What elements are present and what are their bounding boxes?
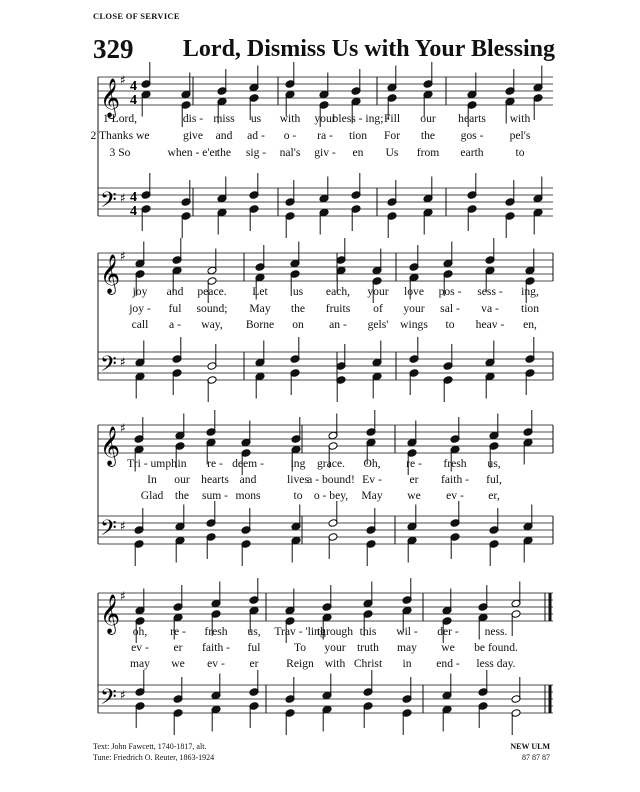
tune-info <box>510 741 550 763</box>
lyric-syllable: and <box>239 473 257 486</box>
lyric-syllable: give <box>183 129 203 142</box>
lyric-syllable: grace. <box>317 457 345 470</box>
lyric-syllable: nal's <box>279 146 301 159</box>
key-signature-sharp: ♯ <box>120 421 126 435</box>
tune-name: NEW ULM <box>510 742 550 751</box>
lyric-syllable: be found. <box>474 641 518 654</box>
key-signature-sharp: ♯ <box>120 688 126 702</box>
lyric-syllable: ful <box>168 302 182 315</box>
treble-clef: 𝄞 <box>100 426 121 466</box>
time-signature-top: 4 <box>130 79 137 94</box>
lyric-syllable: call <box>131 318 149 331</box>
tune-credit: Tune: Friedrich O. Reuter, 1863-1924 <box>93 753 215 762</box>
lyric-syllable: Us <box>385 146 399 159</box>
lyric-syllable: faith - <box>201 641 231 654</box>
lyric-syllable: less day. <box>476 657 516 670</box>
lyric-syllable: end - <box>436 657 460 670</box>
lyric-syllable: o - <box>283 129 297 142</box>
lyric-syllable: To <box>293 641 307 654</box>
key-signature-sharp: ♯ <box>120 73 126 87</box>
lyric-syllable: us <box>292 285 304 298</box>
lyric-syllable: ad - <box>247 129 265 142</box>
lyric-syllable: us <box>250 112 262 125</box>
lyric-syllable: from <box>416 146 440 159</box>
lyric-syllable: re - <box>406 457 422 470</box>
lyric-syllable: with <box>279 112 301 125</box>
lyric-syllable: an - <box>329 318 347 331</box>
lyric-syllable: peace. <box>197 285 227 298</box>
lyric-syllable: ra - <box>317 129 333 142</box>
lyric-syllable: bless - ing; <box>332 112 384 125</box>
lyric-syllable: way, <box>201 318 223 331</box>
lyric-syllable: love <box>404 285 424 298</box>
lyric-syllable: truth <box>357 641 379 654</box>
lyric-syllable: Reign <box>286 657 314 670</box>
key-signature-sharp: ♯ <box>120 519 126 533</box>
lyric-syllable: tion <box>348 129 368 142</box>
lyric-syllable: oh, <box>132 625 148 638</box>
lyric-syllable: ev - <box>131 641 149 654</box>
lyric-syllable: with <box>324 657 346 670</box>
lyric-syllable: gos - <box>460 129 484 142</box>
lyric-syllable: wil - <box>396 625 418 638</box>
lyric-syllable: with <box>509 112 531 125</box>
lyric-syllable: sig - <box>245 146 267 159</box>
lyric-syllable: Christ <box>353 657 383 670</box>
lyric-syllable: en <box>352 146 364 159</box>
lyric-syllable: deem - <box>232 457 264 470</box>
lyric-syllable: may <box>397 641 417 654</box>
lyric-syllable: a - <box>169 318 181 331</box>
lyric-syllable: ness. <box>484 625 508 638</box>
lyric-syllable: us, <box>247 625 261 638</box>
lyric-syllable: 2 Thanks we <box>90 129 150 142</box>
hymn-number: 329 <box>93 34 134 64</box>
time-signature-bottom: 4 <box>130 204 137 219</box>
lyric-syllable: when - e'er <box>167 146 219 159</box>
lyric-syllable: to <box>515 146 525 159</box>
lyric-syllable: your <box>403 302 425 315</box>
lyric-syllable: o - bey, <box>313 489 349 502</box>
lyric-syllable: of <box>373 302 383 315</box>
lyric-syllable: ful <box>247 641 261 654</box>
time-signature-bottom: 4 <box>130 93 137 108</box>
lyric-syllable: us, <box>487 457 501 470</box>
lyric-syllable: sess - <box>477 285 503 298</box>
lyric-syllable: the <box>420 129 436 142</box>
lyric-syllable: 1 Lord, <box>102 112 138 125</box>
lyric-syllable: the <box>216 146 232 159</box>
meter: 87 87 87 <box>522 753 550 762</box>
lyric-syllable: and <box>215 129 233 142</box>
lyric-syllable: faith - <box>440 473 470 486</box>
lyric-syllable: Fill <box>383 112 401 125</box>
lyric-syllable: pel's <box>509 129 531 142</box>
lyric-syllable: fruits <box>325 302 351 315</box>
lyric-syllable: er <box>249 657 259 670</box>
lyric-syllable: ev - <box>446 489 464 502</box>
lyric-syllable: in <box>177 457 187 470</box>
lyric-syllable: we <box>407 489 421 502</box>
bass-clef: 𝄢 <box>100 188 117 218</box>
lyric-syllable: 3 So <box>109 146 131 159</box>
lyric-syllable: heav - <box>475 318 505 331</box>
lyric-syllable: fresh <box>204 625 228 638</box>
credits <box>93 741 214 763</box>
lyric-syllable: re - <box>207 457 223 470</box>
lyric-syllable: our <box>174 473 190 486</box>
treble-clef: 𝄞 <box>100 594 121 634</box>
lyric-syllable: fresh <box>443 457 467 470</box>
lyric-syllable: der - <box>437 625 459 638</box>
lyric-syllable: sal - <box>440 302 460 315</box>
lyric-syllable: giv - <box>314 146 336 159</box>
lyric-syllable: each, <box>325 285 351 298</box>
lyric-syllable: joy <box>132 285 148 298</box>
lyric-syllable: we <box>441 641 455 654</box>
lyric-syllable: ing <box>290 457 306 470</box>
lyric-syllable: the <box>174 489 190 502</box>
lyric-syllable: er <box>409 473 419 486</box>
lyric-syllable: your <box>314 112 336 125</box>
lyric-syllable: va - <box>481 302 499 315</box>
lyric-syllable: your <box>324 641 346 654</box>
lyric-syllable: Tri - umph <box>127 457 177 470</box>
lyric-syllable: this <box>359 625 377 638</box>
lyric-syllable: sound; <box>196 302 228 315</box>
lyric-syllable: may <box>130 657 150 670</box>
lyric-syllable: and <box>166 285 184 298</box>
lyric-syllable: Oh, <box>363 457 381 470</box>
lyric-syllable: In <box>147 473 157 486</box>
lyric-syllable: sum - <box>201 489 229 502</box>
lyric-syllable: through <box>316 625 354 638</box>
lyric-syllable: Ev - <box>362 473 382 486</box>
section-label: CLOSE OF SERVICE <box>93 11 180 21</box>
lyric-syllable: hearts <box>201 473 229 486</box>
lyric-syllable: er, <box>488 489 500 502</box>
treble-clef: 𝄞 <box>100 78 121 118</box>
lyric-syllable: pos - <box>438 285 462 298</box>
text-credit: Text: John Fawcett, 1740-1817, alt. <box>93 742 207 751</box>
lyric-syllable: Let <box>252 285 268 298</box>
lyric-syllable: our <box>420 112 436 125</box>
lyric-syllable: ful, <box>486 473 502 486</box>
lyric-syllable: May <box>249 302 271 315</box>
lyric-syllable: Glad <box>140 489 164 502</box>
lyric-syllable: earth <box>460 146 484 159</box>
lyric-syllable: er <box>173 641 183 654</box>
key-signature-sharp: ♯ <box>120 191 126 205</box>
lyric-syllable: ing, <box>521 285 539 298</box>
bass-clef: 𝄢 <box>100 352 117 382</box>
lyric-syllable: a - bound! <box>307 473 355 486</box>
lyric-syllable: mons <box>235 489 261 502</box>
bass-clef: 𝄢 <box>100 685 117 715</box>
lyric-syllable: Trav - 'ling <box>274 625 326 638</box>
lyric-syllable: in <box>402 657 412 670</box>
lyric-syllable: joy - <box>129 302 151 315</box>
lyric-syllable: tion <box>520 302 540 315</box>
key-signature-sharp: ♯ <box>120 249 126 263</box>
lyric-syllable: to <box>293 489 303 502</box>
lyric-syllable: en, <box>523 318 537 331</box>
hymn-title: Lord, Dismiss Us with Your Blessing <box>182 36 555 62</box>
lyric-syllable: on <box>292 318 304 331</box>
lyric-syllable: dis - <box>182 112 204 125</box>
lyric-syllable: to <box>445 318 455 331</box>
lyric-syllable: wings <box>400 318 428 331</box>
lyric-syllable: For <box>383 129 401 142</box>
lyric-syllable: lives <box>287 473 309 486</box>
lyric-syllable: the <box>290 302 306 315</box>
lyric-syllable: we <box>171 657 185 670</box>
lyric-syllable: Borne <box>245 318 275 331</box>
lyric-syllable: ev - <box>207 657 225 670</box>
lyric-syllable: re - <box>170 625 186 638</box>
time-signature-top: 4 <box>130 190 137 205</box>
bass-clef: 𝄢 <box>100 516 117 546</box>
treble-clef: 𝄞 <box>100 254 121 294</box>
lyric-syllable: your <box>367 285 389 298</box>
lyric-syllable: gels' <box>367 318 389 331</box>
key-signature-sharp: ♯ <box>120 589 126 603</box>
key-signature-sharp: ♯ <box>120 355 126 369</box>
lyric-syllable: miss <box>213 112 235 125</box>
lyric-syllable: hearts <box>458 112 486 125</box>
lyric-syllable: May <box>361 489 383 502</box>
